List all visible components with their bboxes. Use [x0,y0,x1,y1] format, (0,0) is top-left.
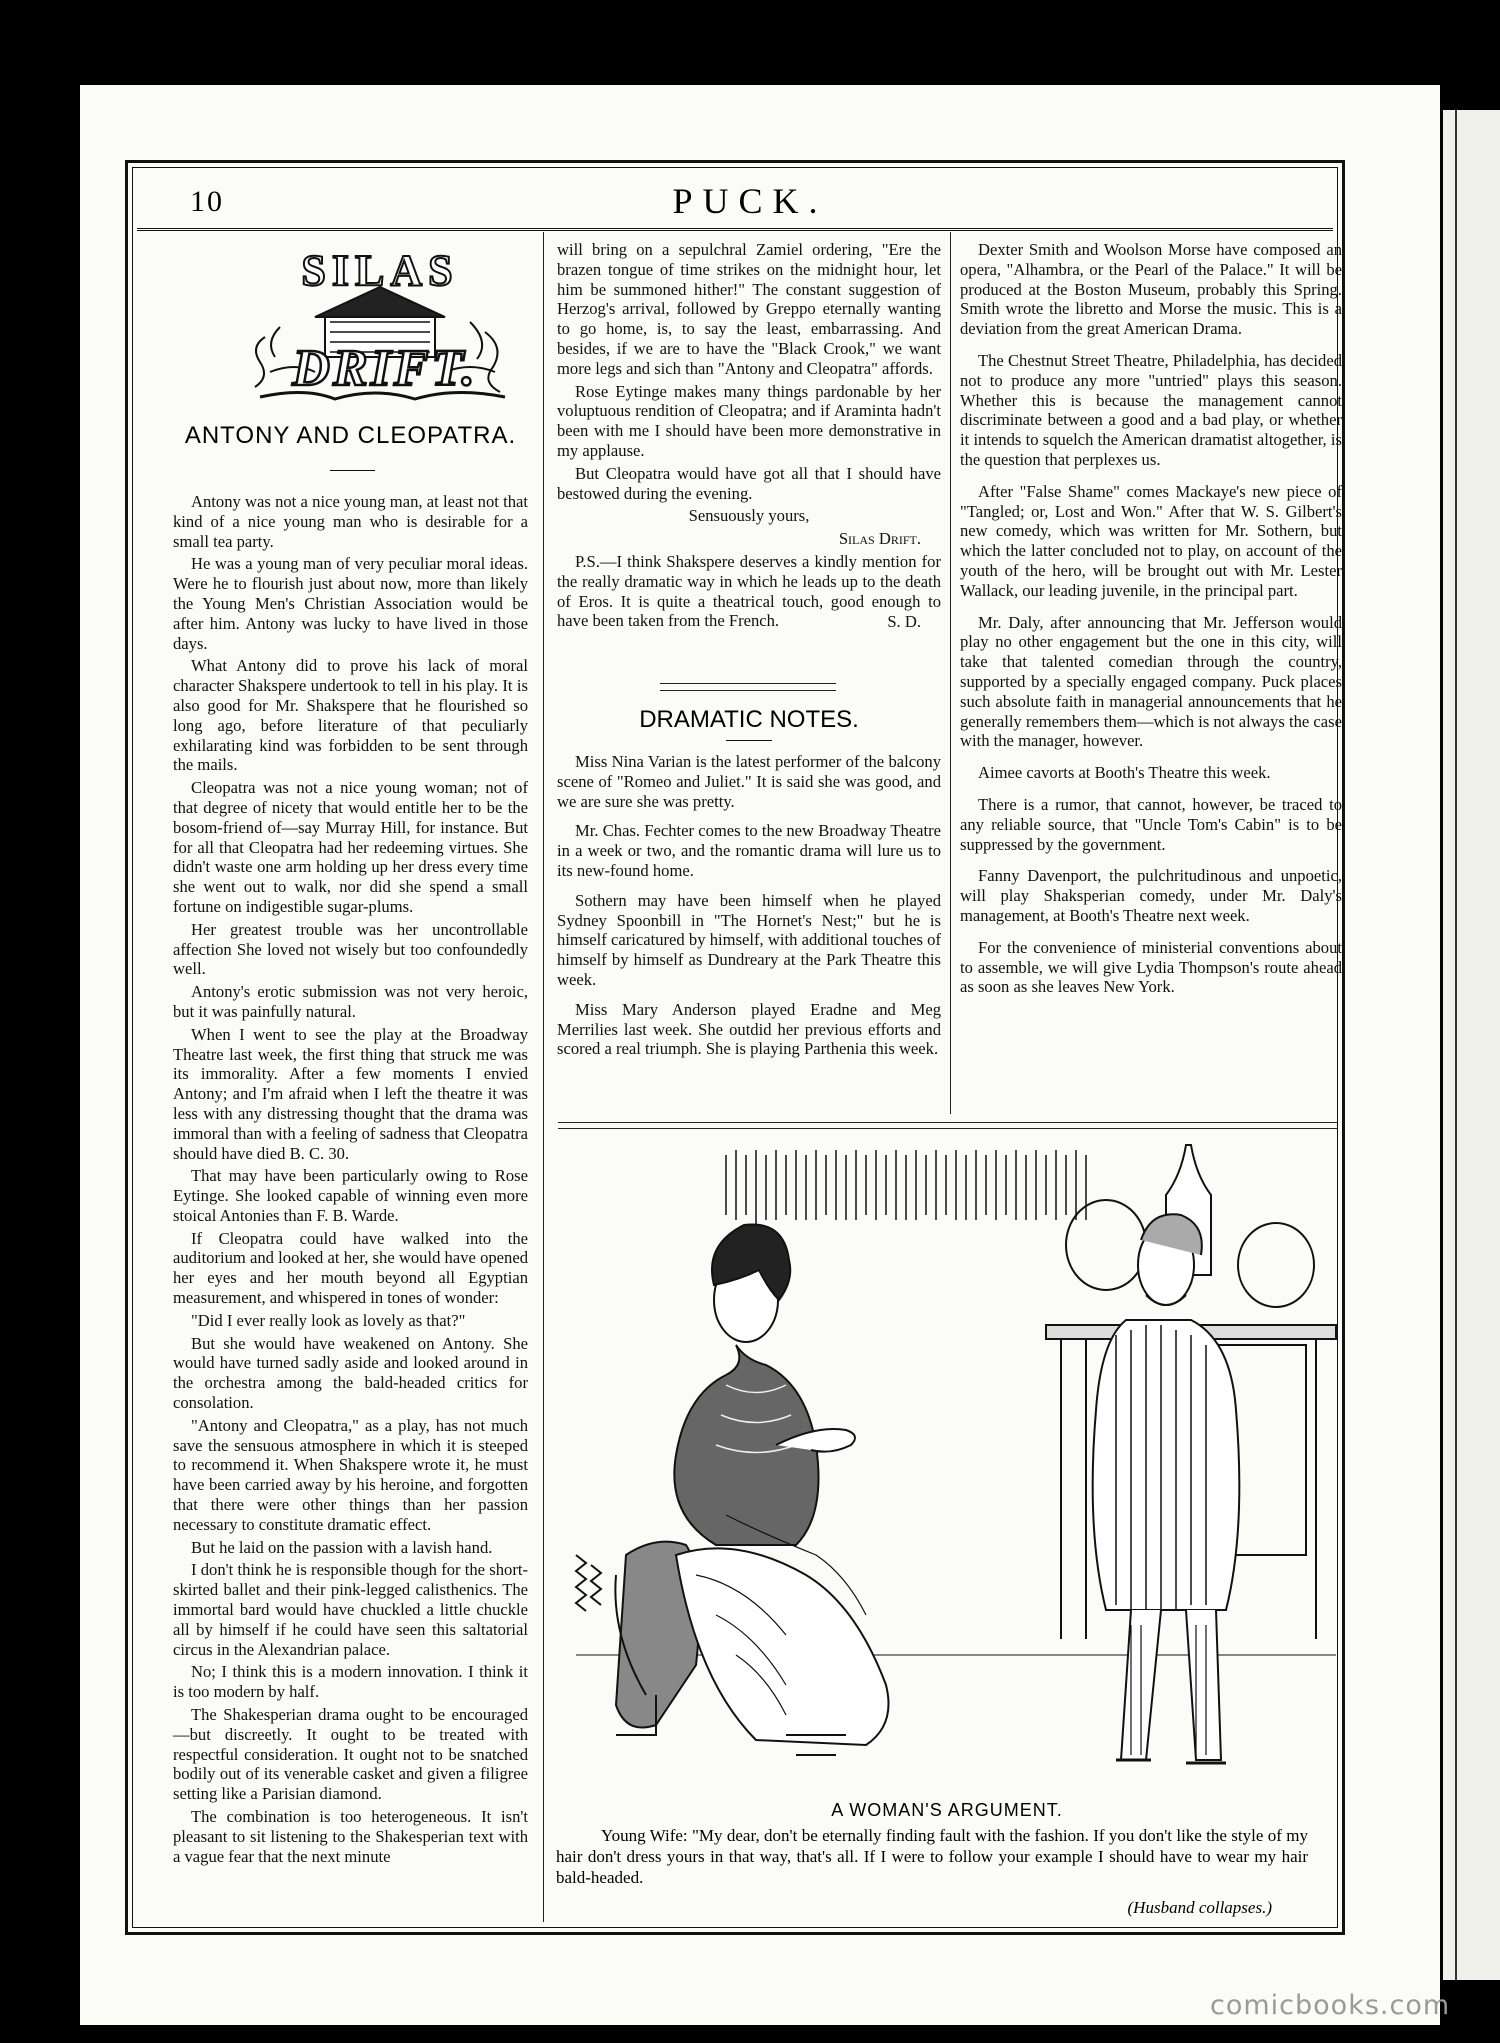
page-number: 10 [190,185,224,218]
column-1-article [173,492,528,1869]
paragraph: But she would have weakened on Antony. She would have turned sadly aside and looked around in the orchestra among the bald-headed critics for consolation. [173,1333,528,1413]
silas-drift-logo [245,247,515,405]
masthead-title: PUCK. [672,181,828,221]
paragraph: Cleopatra was not a nice young woman; not of that degree of nicety that would entitle her to be the bosom-friend of—say Murray Hill, for instance. But for all that Cleopatra had her redeeming virtues. She didn't waste one arm holding up her dress every time she went out to walk, nor did she spend a small fortune on indigestible sugar-plums. [173,778,528,916]
paragraph: The Shakesperian drama ought to be encouraged—but discreetly. It ought to be treated with respectful consideration. It ought not to be snatched bodily out of its venerable casket and given a filigree setting like a Parisian diamond. [173,1705,528,1804]
signature: Silas Drift. [838,529,921,549]
note: Fanny Davenport, the pulchritudinous and unpoetic, will play Shaksperian comedy, under Mr. Daly's management, at Booth's Theatre next week. [960,866,1342,925]
paragraph: "Antony and Cleopatra," as a play, has not much save the sensuous atmosphere in which it is steeped to recommend it. When Shakspere wrote it, he must have been carried away by his heroine, and forgotten that there were other things than her passion necessary to constitute dramatic effect. [173,1415,528,1534]
paragraph: "Did I ever really look as lovely as that?" [191,1310,466,1330]
column-divider [950,232,951,1114]
article-title: ANTONY AND CLEOPATRA. [184,422,517,449]
note: Miss Mary Anderson played Eradne and Meg Merrilies last week. She outdid her previous efforts and scored a real triumph. She is playing Parthenia this week. [557,999,941,1059]
paragraph: I don't think he is responsible though for the short-skirted ballet and their pink-legged calisthenics. The immortal bard would have chuckled a little chuckle all by himself if he could have seen this saltatorial circus in the Alexandrian palace. [173,1560,528,1659]
note: Aimee cavorts at Booth's Theatre this week. [978,763,1271,783]
postscript: P.S.—I think Shakspere deserves a kindly mention for the really dramatic way in which he leads up to the death of Eros. It is quite a theatrical touch, good enough to have been taken from the French. [557,551,941,631]
svg-text:SILAS: SILAS [301,247,459,295]
note: For the convenience of ministerial conventions about to assemble, we will give Lydia Thompson's route ahead as soon as she leaves New York. [960,937,1342,997]
column-divider [543,232,544,1922]
title-rule [726,740,772,741]
watermark: comicbooks.com [1210,1990,1451,2021]
note: After "False Shame" comes Mackaye's new piece of "Tangled; or, Lost and Won." After that W. S. Gilbert's new comedy, which was written for Mr. Sothern, but which the latter concluded not to play, on account of the youth of the hero, will be brought out with Mr. Lester Wallack, our leading juvenile, in the principal part. [960,481,1342,600]
note: Dexter Smith and Woolson Morse have composed an opera, "Alhambra, or the Pearl of the Palace." It will be produced at the Boston Museum, probably this Spring. Smith wrote the libretto and Morse the music. This is a deviation from the great American Drama. [960,240,1342,339]
svg-text:DRIFT.: DRIFT. [292,340,478,397]
paragraph: Antony's erotic submission was not very heroic, but it was painfully natural. [173,982,528,1021]
paragraph: But he laid on the passion with a lavish hand. [191,1537,493,1557]
column-2-article-continued [557,240,941,635]
postscript-initials: S. D. [887,612,921,632]
title-rule [330,470,375,471]
paragraph: The combination is too heterogeneous. It isn't pleasant to sit listening to the Shakesperian text with a vague fear that the next minute [173,1807,528,1866]
cartoon-rule [558,1122,1338,1129]
paragraph: What Antony did to prove his lack of moral character Shakspere undertook to tell in his play. It is also good for Mr. Shakspere that he flourished so long ago, before literature of that peculiarly exhilarating kind was forbidden to be sent through the mails. [173,656,528,775]
note: Sothern may have been himself when he played Sydney Spoonbill in "The Hornet's Nest;" but he is himself caricatured by himself, with additional touches of himself by himself as Dundreary at the Park Theatre this week. [557,890,941,989]
cartoon-aside: (Husband collapses.) [1127,1898,1272,1917]
paragraph: Her greatest trouble was her uncontrollable affection She loved not wisely but too confoundedly well. [173,919,528,979]
paragraph: But Cleopatra would have got all that I should have bestowed during the evening. [557,463,941,503]
cartoon-caption: Young Wife: "My dear, don't be eternally finding fault with the fashion. If you don't like the style of my hair don't dress yours in that way, that's all. If I were to follow your example I should have to wear my hair bald-headed. [556,1826,1308,1887]
dramatic-notes-column-2 [557,752,941,1062]
paragraph: Antony was not a nice young man, at least not that kind of a nice young man who is desirable for a small tea party. [173,492,528,551]
paragraph: will bring on a sepulchral Zamiel ordering, "Ere the brazen tongue of time strikes on the midnight hour, let him be summoned hither!" The constant suggestion of Herzog's arrival, followed by Greppo eternally wanting to go home, is, to say the least, embarrassing. And besides, if we are to have the "Black Crook," we want more legs and sich than "Antony and Cleopatra" affords. [557,240,941,378]
adjacent-page-edge [1443,110,1500,1980]
note: Mr. Daly, after announcing that Mr. Jefferson would play no other engagement but the one in this city, will take that talented comedian through the country, supported by a specially engaged company. Puck places such absolute faith in managerial announcements that he generally remembers them—which is not always the case with the manager, however. [960,612,1342,751]
paragraph: When I went to see the play at the Broadway Theatre last week, the first thing that struck me was its immorality. After a few moments I envied Antony; and I'm afraid when I left the theatre it was less with any distressing thought that the drama was immoral than with a feeling of sadness that Cleopatra should have died B. C. 30. [173,1024,528,1163]
paragraph: If Cleopatra could have walked into the auditorium and looked at her, she would have opened her eyes and her mouth beyond all Egyptian measurement, and whispered in tones of wonder: [173,1228,528,1308]
section-title: DRAMATIC NOTES. [639,706,859,733]
note: There is a rumor, that cannot, however, be traced to any reliable source, that "Uncle Tom's Cabin" is to be suppressed by the government. [960,794,1342,854]
note: The Chestnut Street Theatre, Philadelphia, has decided not to produce any more "untried" plays this season. Whether this is because the management cannot discriminate between a good and a bad play, or whether it intends to squelch the American dramatist altogether, is the question that perplexes us. [960,350,1342,469]
paragraph: That may have been particularly owing to Rose Eytinge. She looked capable of winning even more stoical Antonies than F. B. Warde. [173,1166,528,1225]
note: Mr. Chas. Fechter comes to the new Broadway Theatre in a week or two, and the romantic drama will lure us to its new-found home. [557,821,941,880]
dramatic-notes-column-3 [960,240,1342,1000]
cartoon-title: A WOMAN'S ARGUMENT. [831,1800,1063,1820]
paragraph: He was a young man of very peculiar moral ideas. Were he to flourish just about now, more than likely the Young Men's Christian Association would be after him. Antony was lucky to have lived in those days. [173,554,528,653]
section-rule [660,683,836,691]
signoff: Sensuously yours, [688,506,810,526]
adjacent-page-rule [1455,110,1457,1980]
cartoon-illustration [556,1135,1338,1797]
note: Miss Nina Varian is the latest performer of the balcony scene of "Romeo and Juliet." It is said she was good, and we are sure she was pretty. [557,752,941,811]
paragraph: No; I think this is a modern innovation. I think it is too modern by half. [173,1662,528,1702]
paragraph: Rose Eytinge makes many things pardonable by her voluptuous rendition of Cleopatra; and if Araminta hadn't been with me I should have been more demonstrative in my applause. [557,381,941,460]
header-rule [137,228,1333,231]
